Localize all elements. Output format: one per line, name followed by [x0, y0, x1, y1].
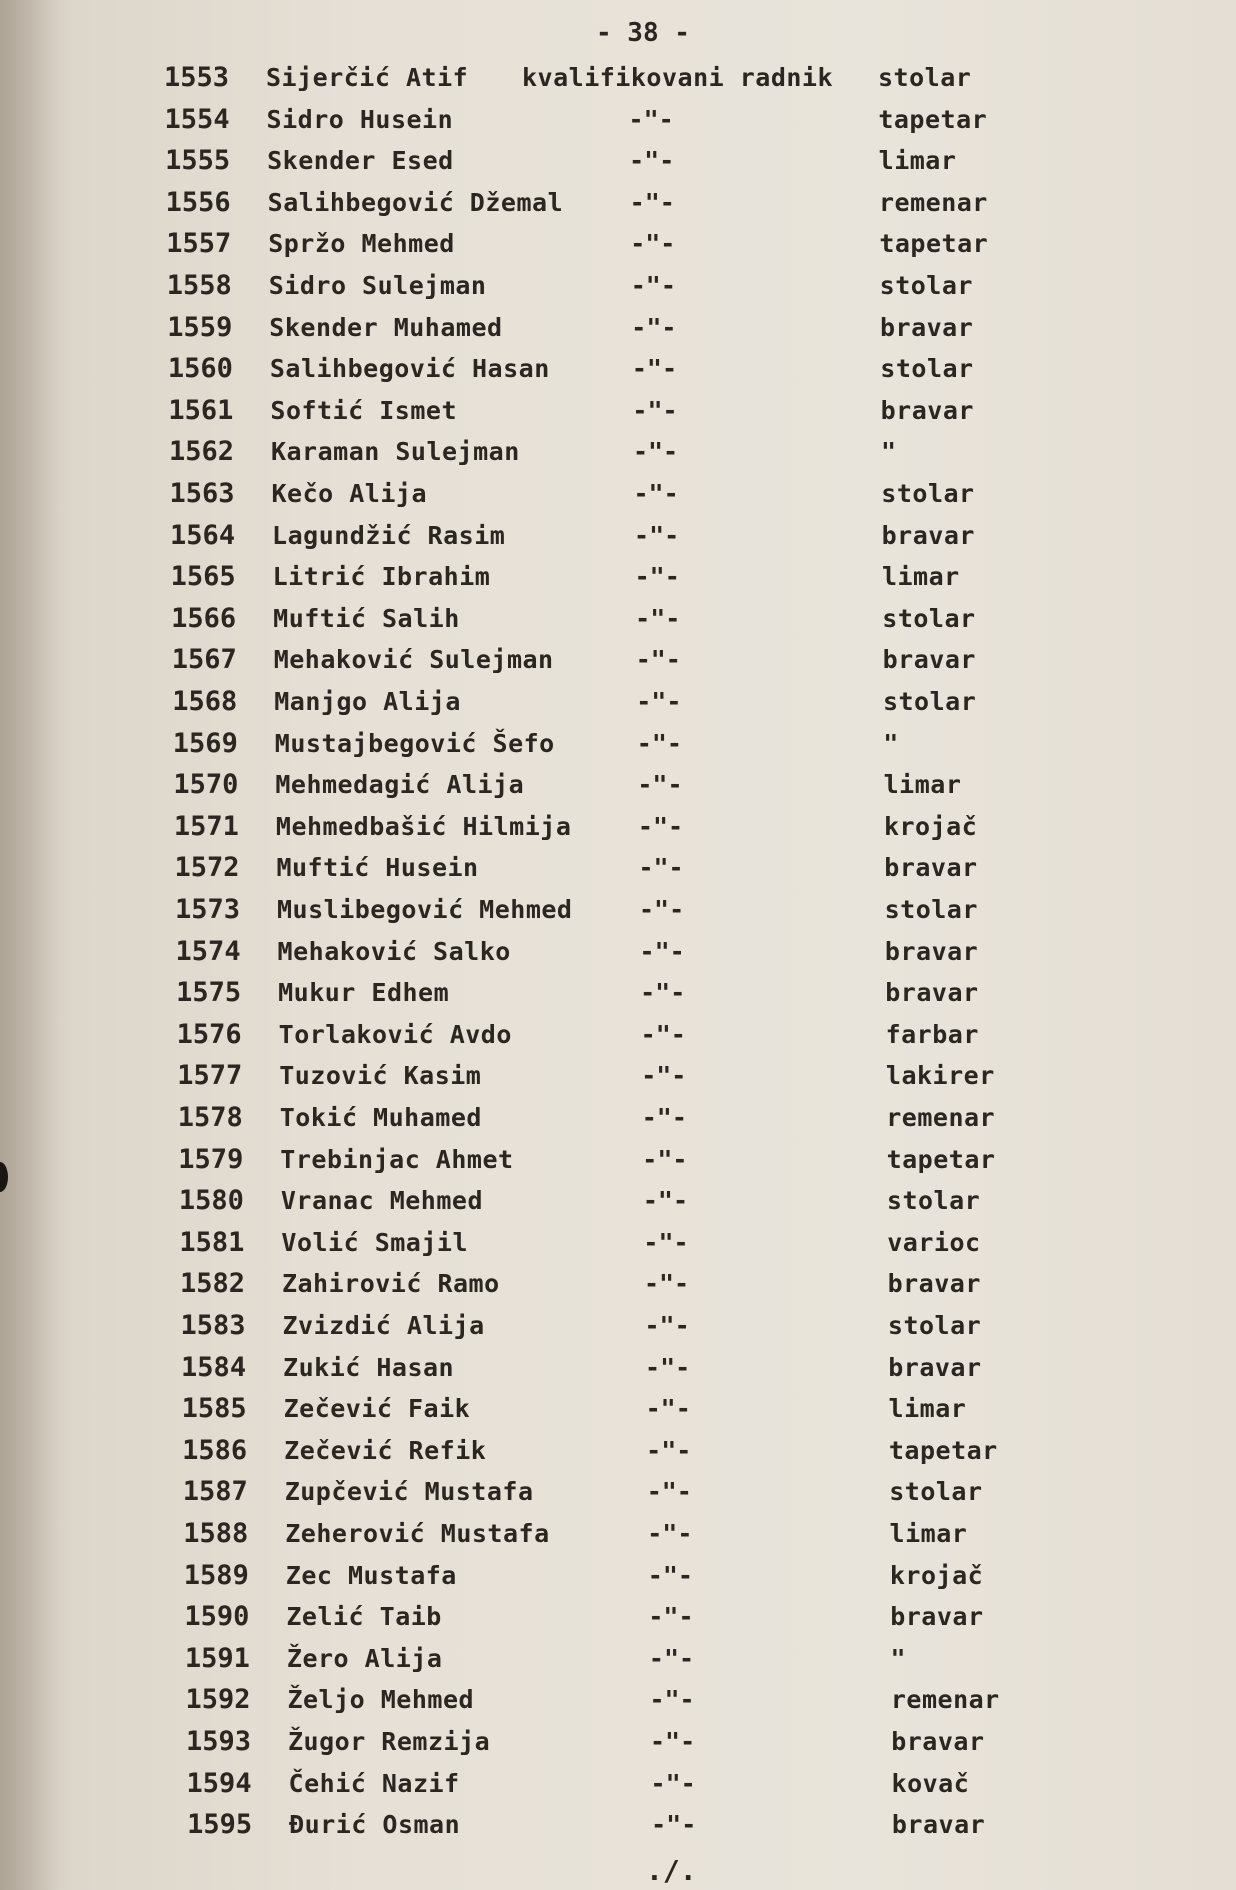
entry-qualification: -"- [647, 1560, 693, 1590]
entry-trade: bravar [879, 312, 974, 342]
list-item [0, 1264, 1236, 1304]
entry-trade: remenar [878, 187, 988, 217]
entry-trade: remenar [886, 1103, 996, 1132]
entry-number: 1580 [178, 1185, 244, 1217]
list-item [0, 58, 1236, 98]
entry-qualification: -"- [635, 603, 681, 633]
list-item [0, 848, 1236, 888]
entry-trade: bravar [884, 936, 979, 966]
list-item [0, 183, 1236, 223]
entry-qualification: -"- [645, 1352, 691, 1382]
entry-number: 1565 [170, 561, 236, 593]
entry-qualification: -"- [642, 1186, 688, 1216]
entry-name: Sijerčić Atif [266, 63, 469, 92]
entry-number: 1577 [177, 1060, 243, 1092]
list-item [0, 474, 1236, 514]
entry-name: Tuzović Kasim [279, 1061, 482, 1091]
list-item [0, 224, 1236, 264]
entry-trade: krojač [889, 1560, 984, 1590]
entry-trade: bravar [885, 978, 979, 1008]
page-number: - 38 - [596, 18, 690, 48]
entry-qualification: -"- [640, 1019, 686, 1049]
entry-name: Skender Muhamed [269, 312, 503, 342]
entry-name: Mukur Edhem [278, 978, 450, 1008]
entry-trade: stolar [884, 895, 978, 924]
entry-number: 1567 [171, 644, 237, 676]
entry-qualification: -"- [639, 895, 685, 924]
entry-qualification: -"- [647, 1519, 693, 1548]
entry-trade: stolar [886, 1186, 981, 1216]
list-item [0, 1597, 1236, 1637]
entry-number: 1573 [175, 894, 241, 925]
entry-number: 1558 [166, 270, 232, 301]
entry-qualification: -"- [649, 1685, 695, 1715]
entry-trade: limar [881, 562, 960, 592]
entry-name: Salihbegović Hasan [269, 354, 550, 384]
entry-number: 1559 [167, 311, 233, 343]
list-item [0, 432, 1236, 472]
entry-qualification: -"- [639, 936, 685, 966]
entry-qualification: -"- [643, 1227, 689, 1257]
list-item [0, 1389, 1236, 1429]
entry-trade: stolar [889, 1477, 983, 1507]
list-item [0, 1722, 1236, 1762]
entry-name: Zec Mustafa [285, 1560, 457, 1590]
entry-number: 1576 [176, 1018, 242, 1050]
entry-qualification: -"- [635, 645, 681, 675]
entry-number: 1562 [168, 436, 234, 468]
list-item [0, 516, 1236, 556]
entry-number: 1555 [165, 145, 231, 177]
entry-qualification: -"- [643, 1269, 690, 1299]
entry-number: 1561 [168, 394, 234, 426]
entry-number: 1574 [175, 935, 241, 967]
entry-name: Željo Mehmed [287, 1685, 475, 1715]
entry-number: 1560 [167, 353, 233, 385]
entry-qualification: -"- [629, 187, 675, 217]
entry-trade: bravar [880, 395, 974, 425]
entry-name: Zečević Refik [284, 1435, 487, 1465]
entry-name: Muftić Husein [276, 853, 479, 883]
entry-qualification: -"- [637, 811, 684, 841]
entry-name: Litrić Ibrahim [272, 562, 491, 592]
list-item [0, 1181, 1236, 1221]
entry-name: Volić Smajil [281, 1227, 469, 1257]
entry-name: Skender Esed [267, 146, 454, 176]
entry-qualification: -"- [630, 229, 676, 259]
entry-trade: limar [888, 1394, 967, 1424]
entry-qualification: -"- [638, 853, 684, 883]
list-item [0, 266, 1236, 306]
entry-qualification: -"- [634, 520, 680, 550]
entry-number: 1570 [173, 769, 239, 801]
entry-name: Vranac Mehmed [280, 1186, 484, 1216]
entry-number: 1578 [177, 1102, 243, 1133]
entry-trade: stolar [882, 603, 976, 633]
entry-name: Đurić Osman [289, 1810, 461, 1840]
entry-name: Muftić Salih [273, 603, 460, 633]
entry-number: 1571 [173, 810, 239, 842]
entry-qualification: -"- [632, 395, 678, 425]
entry-name: Zahirović Ramo [281, 1269, 500, 1299]
entry-trade: bravar [891, 1810, 986, 1840]
list-item [0, 890, 1236, 930]
list-item [0, 1556, 1236, 1596]
entry-name: Žugor Remzija [288, 1727, 491, 1756]
entry-number: 1556 [165, 186, 231, 218]
list-item [0, 1472, 1236, 1512]
list-item [0, 807, 1236, 847]
list-item [0, 1306, 1236, 1346]
entry-number: 1554 [164, 103, 230, 135]
entry-trade: stolar [881, 479, 975, 508]
entry-name: Čehić Nazif [288, 1768, 460, 1798]
entry-qualification: -"- [648, 1643, 695, 1673]
entry-number: 1579 [178, 1143, 244, 1175]
entry-trade: " [880, 437, 897, 467]
list-item [0, 1431, 1236, 1471]
entry-number: 1594 [186, 1767, 252, 1799]
entry-qualification: -"- [629, 146, 675, 176]
list-item [0, 1514, 1236, 1554]
entry-name: Zupčević Mustafa [284, 1477, 534, 1507]
entry-number: 1590 [184, 1601, 250, 1633]
entry-number: 1575 [176, 977, 242, 1009]
entry-number: 1587 [182, 1476, 248, 1508]
entry-number: 1563 [169, 478, 235, 509]
entry-qualification: -"- [640, 978, 686, 1008]
list-item [0, 1098, 1236, 1138]
entry-name: Muslibegović Mehmed [277, 895, 573, 924]
entry-name: Kečo Alija [271, 479, 428, 508]
entry-number: 1585 [181, 1393, 247, 1425]
entry-name: Lagundžić Rasim [272, 520, 506, 550]
entry-trade: stolar [882, 687, 977, 716]
entry-trade: bravar [888, 1352, 982, 1382]
entry-trade: lakirer [885, 1061, 995, 1091]
entry-name: Zeherović Mustafa [285, 1519, 550, 1548]
list-item [0, 349, 1236, 389]
entry-name: Sidro Husein [266, 104, 454, 134]
entry-trade: tapetar [878, 104, 988, 134]
entry-name: Spržo Mehmed [268, 229, 455, 259]
list-item [0, 1056, 1236, 1096]
entry-qualification: -"- [642, 1144, 688, 1174]
entry-name: Tokić Muhamed [279, 1103, 482, 1132]
entry-name: Salihbegović Džemal [267, 187, 564, 217]
entry-trade: bravar [881, 520, 975, 550]
entry-qualification: -"- [646, 1435, 692, 1465]
list-item [0, 1764, 1236, 1804]
entry-trade: bravar [882, 645, 976, 675]
list-item [0, 932, 1236, 972]
entry-qualification: -"- [644, 1311, 690, 1340]
entry-qualification: -"- [631, 354, 677, 384]
entry-number: 1569 [172, 727, 238, 759]
list-item [0, 1348, 1236, 1388]
entry-number: 1595 [187, 1809, 253, 1841]
entry-name: Zukić Hasan [283, 1352, 455, 1382]
entry-trade: bravar [884, 853, 978, 883]
list-item [0, 724, 1236, 764]
entry-name: Mustajbegović Šefo [274, 728, 555, 758]
list-item [0, 1805, 1236, 1845]
entry-number: 1564 [170, 519, 236, 551]
entry-name: Zečević Faik [283, 1394, 471, 1424]
entry-qualification: -"- [650, 1768, 696, 1798]
entry-qualification: -"- [630, 271, 676, 300]
entry-number: 1582 [179, 1268, 245, 1300]
entry-number: 1588 [183, 1518, 249, 1549]
continuation-mark: ./. [646, 1854, 697, 1887]
entry-qualification: -"- [636, 728, 682, 758]
entry-name: Mehmedbašić Hilmija [275, 811, 572, 841]
entry-trade: stolar [879, 271, 973, 300]
entry-trade: krojač [883, 811, 978, 841]
list-item [0, 100, 1236, 140]
list-item [0, 973, 1236, 1013]
entry-number: 1572 [174, 852, 240, 884]
entry-name: Mehaković Salko [277, 936, 511, 966]
list-item [0, 1223, 1236, 1263]
list-item [0, 1015, 1236, 1055]
entry-qualification: -"- [633, 479, 679, 508]
entry-qualification: -"- [641, 1103, 687, 1132]
entry-qualification: -"- [632, 437, 679, 467]
list-item [0, 308, 1236, 348]
list-item [0, 391, 1236, 431]
entry-trade: bravar [891, 1727, 985, 1756]
list-item [0, 1140, 1236, 1180]
entry-name: Softić Ismet [270, 395, 458, 425]
entry-name: Zvizdić Alija [282, 1311, 485, 1340]
entry-name: Mehmedagić Alija [275, 770, 525, 800]
entry-number: 1593 [186, 1726, 252, 1757]
entry-number: 1589 [183, 1559, 249, 1591]
entry-number: 1583 [180, 1310, 246, 1341]
list-item [0, 599, 1236, 639]
entry-trade: farbar [885, 1019, 979, 1049]
entry-number: 1553 [164, 62, 230, 93]
list-item [0, 141, 1236, 181]
entry-qualification: -"- [637, 770, 683, 800]
entry-name: Sidro Sulejman [268, 271, 487, 300]
entry-trade: bravar [890, 1602, 984, 1632]
entry-qualification: -"- [634, 562, 680, 592]
entry-number: 1568 [172, 686, 238, 717]
entry-trade: limar [883, 770, 962, 800]
entry-number: 1557 [166, 228, 232, 260]
entry-name: Karaman Sulejman [270, 437, 520, 467]
entry-trade: varioc [887, 1227, 981, 1257]
entry-number: 1591 [184, 1642, 250, 1674]
entry-qualification: -"- [648, 1602, 694, 1632]
entry-trade: tapetar [879, 229, 989, 259]
entry-name: Manjgo Alija [274, 687, 461, 716]
entry-name: Trebinjac Ahmet [280, 1144, 514, 1174]
entry-qualification: -"- [646, 1477, 692, 1507]
entry-qualification: -"- [641, 1061, 687, 1091]
entry-number: 1586 [182, 1434, 248, 1466]
entry-number: 1581 [179, 1226, 245, 1258]
list-item [0, 682, 1236, 722]
entry-number: 1566 [171, 602, 237, 634]
list-item [0, 1680, 1236, 1720]
entry-qualification: -"- [636, 687, 682, 716]
entry-qualification: -"- [645, 1394, 691, 1424]
entry-trade: tapetar [888, 1435, 998, 1465]
entry-name: Žero Alija [286, 1643, 443, 1673]
qualification-header: kvalifikovani radnik [522, 63, 834, 92]
entry-number: 1584 [181, 1351, 247, 1383]
list-item [0, 557, 1236, 597]
entry-trade: bravar [887, 1269, 981, 1299]
entry-trade: stolar [878, 63, 972, 92]
entry-qualification: -"- [628, 104, 674, 134]
entry-trade: " [883, 728, 899, 758]
entry-name: Mehaković Sulejman [273, 645, 554, 675]
entry-trade: " [890, 1643, 907, 1673]
list-item [0, 1639, 1236, 1679]
entry-trade: stolar [887, 1311, 982, 1340]
entry-trade: tapetar [886, 1144, 996, 1174]
entry-trade: kovač [891, 1768, 970, 1798]
entry-qualification: -"- [651, 1810, 697, 1840]
entry-qualification: -"- [650, 1727, 696, 1756]
list-item [0, 640, 1236, 680]
entry-trade: stolar [880, 354, 974, 384]
list-item [0, 765, 1236, 805]
entry-qualification: -"- [631, 312, 677, 342]
entry-trade: remenar [890, 1685, 1000, 1715]
entry-name: Zelić Taib [286, 1602, 442, 1632]
entry-number: 1592 [185, 1684, 251, 1716]
entry-trade: limar [889, 1519, 968, 1548]
entry-trade: limar [878, 146, 957, 176]
entry-name: Torlaković Avdo [278, 1019, 512, 1049]
